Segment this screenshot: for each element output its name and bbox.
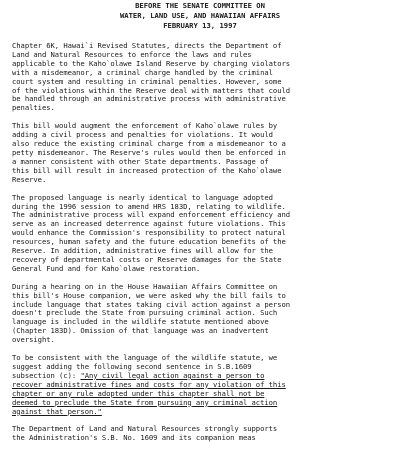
text-line: resources, human safety and the future education benefits of the xyxy=(12,237,286,247)
header-line-committee: BEFORE THE SENATE COMMITTEE ON xyxy=(135,1,265,10)
text-line: subsection (c): "Any civil legal action against a person to xyxy=(12,370,265,380)
document-body xyxy=(12,42,388,452)
text-line: petty misdemeanor. The Reserve's rules would then be enforced in xyxy=(12,147,286,157)
paragraph-chapter-6k xyxy=(12,42,388,113)
paragraph-bill-augment xyxy=(12,122,388,184)
quoted-amendment-start: "Any civil legal action against a person to xyxy=(80,370,265,380)
text-line: this bill will result in increased protection of the Kaho`olawe xyxy=(12,165,282,175)
text-line: oversight. xyxy=(12,335,55,345)
text-line: adding a civil process and penalties for violations. It would xyxy=(12,130,273,140)
text-line: suggest adding the following second sentence in S.B.1609 xyxy=(12,362,252,371)
text-line: serve as an increased deterrence against future violations. This xyxy=(12,219,286,229)
text-line: The Department of Land and Natural Resources strongly supports xyxy=(12,424,278,434)
text-line: language is included in the wildlife statute mentioned above xyxy=(12,317,269,327)
text-line: penalties. xyxy=(12,103,55,113)
quoted-amendment-line: against that person." xyxy=(12,406,102,416)
text-line: (Chapter 183D). Omission of that language was an inadvertent xyxy=(12,326,269,336)
text-line: This bill would augment the enforcement of Kaho`olawe rules by xyxy=(12,121,278,131)
text-line: would enhance the Commission's responsibility to protect natural xyxy=(12,228,286,238)
text-line: include language that states taking civil action against a person xyxy=(12,299,291,309)
text-line: The proposed language is nearly identical to language adopted xyxy=(12,192,273,202)
text-line: Reserve. xyxy=(12,174,47,184)
text-line: During a hearing on in the House Hawaiian Affairs Committee on xyxy=(12,281,278,291)
text-line: a manner consistent with other State departments. Passage of xyxy=(12,156,269,166)
text-line: Land and Natural Resources to enforce the laws and rules xyxy=(12,49,252,59)
header-line-date: FEBRUARY 13, 1997 xyxy=(163,21,237,30)
header-line-affairs: WATER, LAND USE, AND HAWAIIAN AFFAIRS xyxy=(119,11,281,20)
paragraph-proposed-language xyxy=(12,194,388,274)
text-line: The administrative process will expand enforcement efficiency and xyxy=(12,210,291,220)
text-line: this bill's House companion, we were asked why the bill fails to xyxy=(12,290,286,300)
text-line: General Fund and for Kaho`olawe restoration. xyxy=(12,263,201,273)
paragraph-house-hearing xyxy=(12,283,388,345)
text-line: with a misdemeanor, a criminal charge handled by the criminal xyxy=(12,67,273,77)
text-line: Reserve. In addition, administrative fines will allow for the xyxy=(12,246,273,256)
text-line: recovery of departmental costs or Reserve damages for the State xyxy=(12,254,282,264)
text-line: of the violations within the Reserve deal with matters that could xyxy=(12,85,291,95)
text-line: during the 1996 session to amend HRS 183D, relating to wildlife. xyxy=(12,201,286,211)
text-line: Chapter 6K, Hawai`i Revised Statutes, directs the Department of xyxy=(12,41,282,50)
text-line: the Administration's S.B. No. 1609 and its companion meas xyxy=(12,433,256,443)
text-line: also reduce the existing criminal charge from a misdemeanor to a xyxy=(12,139,286,149)
text-line: be handled through an administrative process with administrative xyxy=(12,94,286,104)
text-line: applicable to the Kaho`olawe Island Reserve by charging violators xyxy=(12,58,291,68)
text-line: doesn't preclude the State from pursuing criminal action. Such xyxy=(12,308,278,318)
document-header xyxy=(0,1,400,31)
quoted-amendment-line: chapter or any rule adopted under this chapter shall not be xyxy=(12,388,265,398)
text-line: court system and resulting in criminal penalties. However, some xyxy=(12,76,282,86)
quoted-amendment-line: recover administrative fines and costs for any violation of this xyxy=(12,379,286,389)
paragraph-suggested-amendment xyxy=(12,354,388,416)
text-line: To be consistent with the language of the wildlife statute, we xyxy=(12,353,278,363)
paragraph-department-support xyxy=(12,425,388,443)
quoted-amendment-line: deemed to preclude the State from pursuing any criminal action xyxy=(12,397,278,407)
